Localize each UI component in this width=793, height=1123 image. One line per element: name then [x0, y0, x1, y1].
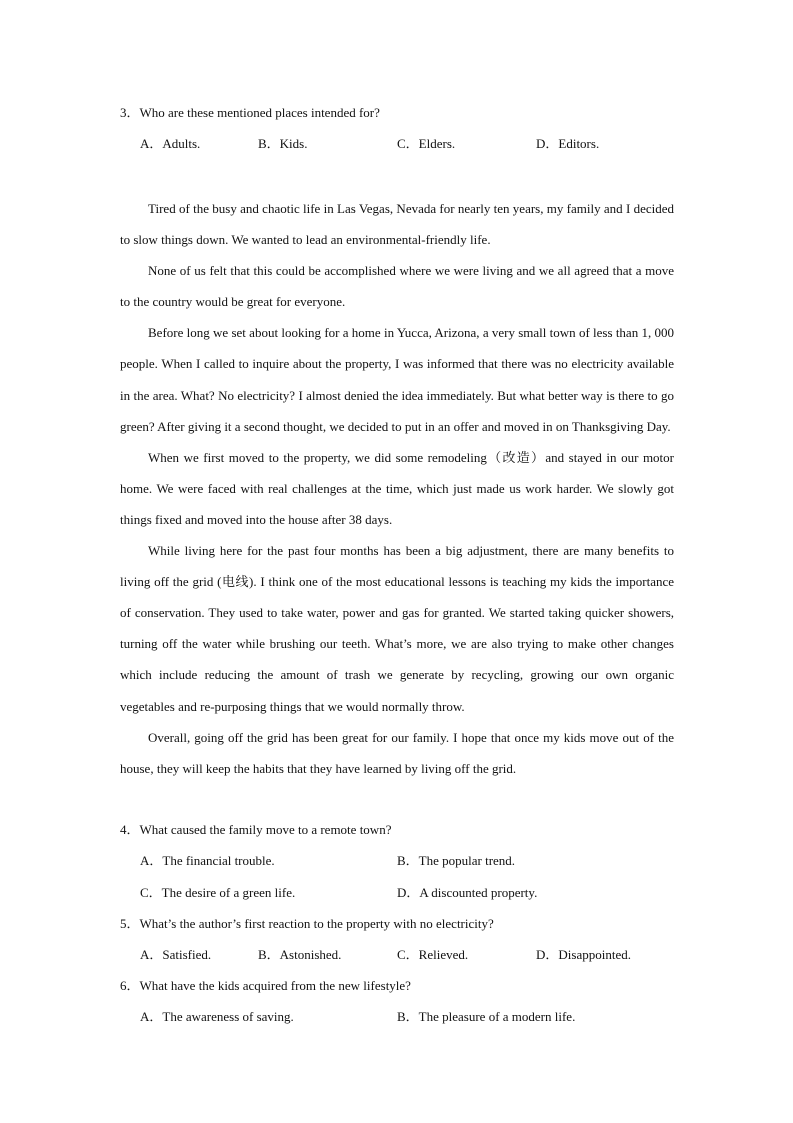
- passage-paragraph: When we first moved to the property, we did some remodeling（改造）and stayed in our motor home. We were faced with real challenges at the time, which just made us work harder. We slowly got things fixed and moved into the house after 38 days.: [120, 449, 674, 527]
- question-3-option-a: A．Adults.: [140, 136, 201, 151]
- question-3-option-d: D．Editors.: [536, 136, 600, 151]
- question-5-option-d: D．Disappointed.: [536, 947, 631, 962]
- question-4-option-d: D．A discounted property.: [397, 885, 538, 900]
- question-5-option-c: C．Relieved.: [397, 947, 469, 962]
- question-5-option-a: A．Satisfied.: [140, 947, 212, 962]
- question-6-option-a: A．The awareness of saving.: [140, 1009, 294, 1024]
- question-3-option-c: C．Elders.: [397, 136, 456, 151]
- question-4-option-b: B．The popular trend.: [397, 853, 516, 868]
- question-4-option-c: C．The desire of a green life.: [140, 885, 296, 900]
- passage-paragraph: Overall, going off the grid has been great for our family. I hope that once my kids move out of the house, they will keep the habits that they have learned by living off the grid.: [120, 729, 674, 776]
- passage-paragraph: None of us felt that this could be accomplished where we were living and we all agreed that a move to the country would be great for everyone.: [120, 263, 674, 310]
- question-4-option-a: A．The financial trouble.: [140, 853, 275, 868]
- question-3-option-b: B．Kids.: [258, 136, 308, 151]
- reading-passage: [120, 193, 674, 784]
- passage-paragraph: While living here for the past four months has been a big adjustment, there are many benefits to living off the grid (电线). I think one of the most educational lessons is teaching my kids the importance of conservation. They used to take water, power and gas for granted. We started taking quicker showers, turning off the water while brushing our teeth. What’s more, we are also trying to make other changes which include reducing the amount of trash we generate by recycling, growing our own organic vegetables and re-purposing things that we would normally throw.: [120, 543, 674, 714]
- passage-paragraph: Tired of the busy and chaotic life in Las Vegas, Nevada for nearly ten years, my family and I decided to slow things down. We wanted to lead an environmental-friendly life.: [120, 201, 674, 248]
- passage-paragraph: Before long we set about looking for a home in Yucca, Arizona, a very small town of less than 1, 000 people. When I called to inquire about the property, I was informed that there was no electricity available in the area. What? No electricity? I almost denied the idea immediately. But what better way is there to go green? After giving it a second thought, we decided to put in an offer and moved in on Thanksgiving Day.: [120, 325, 674, 434]
- question-4-stem: 4．What caused the family move to a remote town?: [120, 822, 392, 837]
- question-6-stem: 6．What have the kids acquired from the new lifestyle?: [120, 978, 411, 993]
- question-3-stem: 3．Who are these mentioned places intended for?: [120, 105, 380, 120]
- question-5-option-b: B．Astonished.: [258, 947, 342, 962]
- question-5-stem: 5．What’s the author’s first reaction to the property with no electricity?: [120, 916, 494, 931]
- question-6-option-b: B．The pleasure of a modern life.: [397, 1009, 576, 1024]
